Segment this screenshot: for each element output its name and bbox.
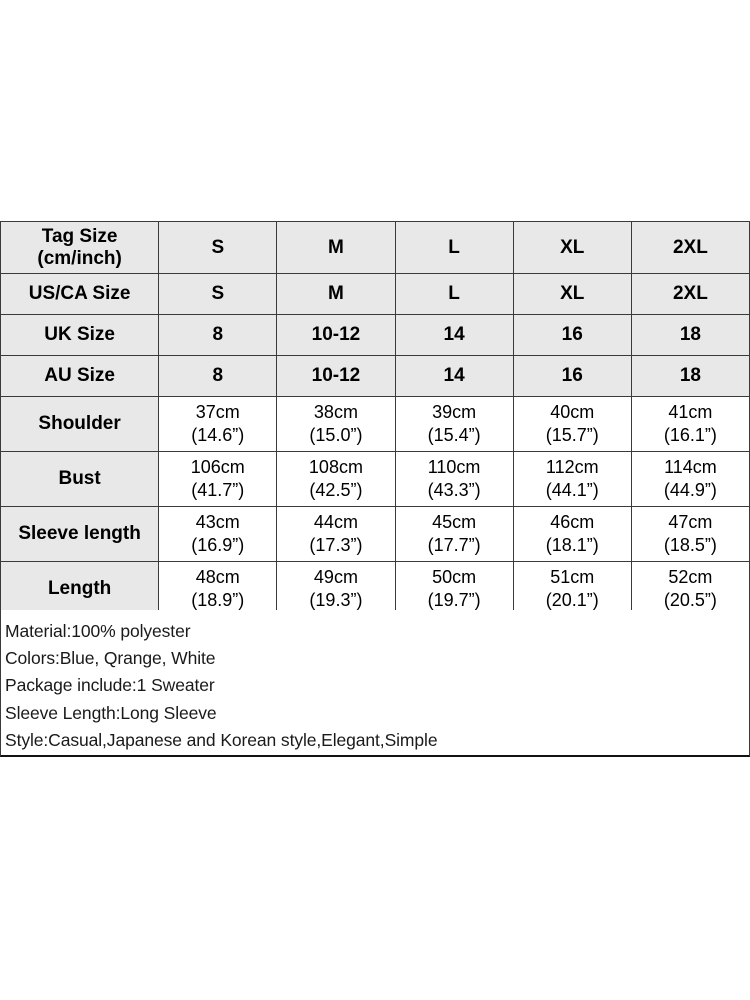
size-value-cell: S (159, 274, 277, 315)
row-label-line1: Shoulder (38, 413, 121, 435)
measurement-cm: 52cm (668, 566, 713, 587)
size-value-cell: 8 (159, 315, 277, 356)
measurement-cm: 110cm (427, 456, 481, 477)
size-chart-body (1, 222, 750, 617)
table-row (1, 356, 750, 397)
measurement-cm: 38cm (313, 401, 358, 422)
measurement-value-cell (277, 397, 395, 452)
measurement-inch: (16.9”) (191, 535, 245, 555)
row-label-cell (1, 356, 159, 397)
row-label-cell (1, 397, 159, 452)
measurement-value-cell (631, 397, 749, 452)
measurement-cm: 50cm (432, 566, 477, 587)
measurement-cm: 44cm (313, 511, 358, 532)
table-row (1, 507, 750, 562)
measurement-inch: (15.0”) (309, 425, 363, 445)
measurement-inch: (19.7”) (427, 590, 481, 610)
measurement-value-cell (277, 562, 395, 617)
row-label-line1: US/CA Size (28, 283, 131, 305)
size-chart-container (0, 221, 750, 617)
table-row (1, 397, 750, 452)
measurement-cm: 108cm (308, 456, 363, 477)
row-label-line1: Length (47, 578, 112, 600)
detail-line: Sleeve Length:Long Sleeve (5, 702, 217, 723)
size-value-cell: XL (513, 222, 631, 274)
size-value-cell: L (395, 274, 513, 315)
row-label-line1: AU Size (44, 365, 115, 387)
row-label-line1: Sleeve length (18, 523, 141, 545)
measurement-value-cell (631, 507, 749, 562)
measurement-inch: (17.3”) (309, 535, 363, 555)
measurement-value-cell (513, 397, 631, 452)
measurement-cm: 40cm (550, 401, 595, 422)
measurement-inch: (44.1”) (545, 480, 599, 500)
measurement-cm: 41cm (668, 401, 713, 422)
row-label-line2: (cm/inch) (37, 247, 122, 269)
measurement-inch: (20.1”) (545, 590, 599, 610)
measurement-inch: (14.6”) (191, 425, 245, 445)
measurement-value-cell (159, 452, 277, 507)
measurement-cm: 112cm (545, 456, 599, 477)
measurement-cm: 51cm (550, 566, 595, 587)
row-label-line1: Tag Size (41, 225, 118, 247)
measurement-inch: (41.7”) (191, 480, 245, 500)
measurement-value-cell (395, 397, 513, 452)
measurement-cm: 39cm (432, 401, 477, 422)
table-row (1, 452, 750, 507)
measurement-inch: (43.3”) (427, 480, 481, 500)
size-value-cell: 2XL (631, 222, 749, 274)
measurement-cm: 37cm (195, 401, 240, 422)
size-value-cell: M (277, 222, 395, 274)
size-value-cell: 2XL (631, 274, 749, 315)
measurement-inch: (18.9”) (191, 590, 245, 610)
size-value-cell: L (395, 222, 513, 274)
table-row (1, 274, 750, 315)
measurement-value-cell (159, 507, 277, 562)
measurement-value-cell (277, 507, 395, 562)
row-label-cell (1, 222, 159, 274)
row-label-cell (1, 562, 159, 617)
measurement-cm: 106cm (190, 456, 245, 477)
measurement-inch: (15.7”) (545, 425, 599, 445)
detail-line: Style:Casual,Japanese and Korean style,Elegant,Simple (5, 729, 438, 750)
measurement-cm: 48cm (195, 566, 240, 587)
detail-line: Colors:Blue, Qrange, White (5, 648, 216, 669)
row-label-line1: UK Size (44, 324, 115, 346)
size-value-cell: 8 (159, 356, 277, 397)
measurement-inch: (18.5”) (663, 535, 717, 555)
size-value-cell: 10-12 (277, 356, 395, 397)
measurement-cm: 46cm (550, 511, 595, 532)
size-value-cell: XL (513, 274, 631, 315)
measurement-value-cell (277, 452, 395, 507)
measurement-inch: (17.7”) (427, 535, 481, 555)
row-label-cell (1, 507, 159, 562)
size-value-cell: 14 (395, 356, 513, 397)
size-value-cell: S (159, 222, 277, 274)
size-value-cell: 10-12 (277, 315, 395, 356)
row-label-line1: Bust (58, 468, 101, 490)
measurement-inch: (18.1”) (545, 535, 599, 555)
measurement-value-cell (395, 507, 513, 562)
measurement-inch: (15.4”) (427, 425, 481, 445)
measurement-value-cell (513, 562, 631, 617)
size-value-cell: 18 (631, 356, 749, 397)
table-row (1, 562, 750, 617)
measurement-value-cell (159, 397, 277, 452)
measurement-value-cell (631, 562, 749, 617)
measurement-cm: 47cm (668, 511, 713, 532)
size-value-cell: 16 (513, 356, 631, 397)
measurement-inch: (42.5”) (309, 480, 363, 500)
measurement-inch: (20.5”) (663, 590, 717, 610)
measurement-cm: 114cm (664, 456, 717, 477)
size-chart-table (0, 221, 750, 617)
size-value-cell: 16 (513, 315, 631, 356)
measurement-cm: 43cm (195, 511, 240, 532)
detail-line: Package include:1 Sweater (5, 675, 215, 696)
detail-line: Material:100% polyester (5, 621, 191, 641)
table-row (1, 315, 750, 356)
row-label-cell (1, 274, 159, 315)
size-value-cell: M (277, 274, 395, 315)
measurement-inch: (19.3”) (309, 590, 363, 610)
table-row (1, 222, 750, 274)
measurement-inch: (16.1”) (663, 425, 717, 445)
measurement-value-cell (631, 452, 749, 507)
measurement-inch: (44.9”) (663, 480, 717, 500)
size-value-cell: 14 (395, 315, 513, 356)
measurement-value-cell (513, 507, 631, 562)
measurement-cm: 45cm (432, 511, 477, 532)
measurement-value-cell (513, 452, 631, 507)
row-label-cell (1, 315, 159, 356)
measurement-value-cell (395, 452, 513, 507)
product-details-block (0, 610, 750, 757)
row-label-cell (1, 452, 159, 507)
measurement-value-cell (395, 562, 513, 617)
measurement-cm: 49cm (313, 566, 358, 587)
measurement-value-cell (159, 562, 277, 617)
size-value-cell: 18 (631, 315, 749, 356)
